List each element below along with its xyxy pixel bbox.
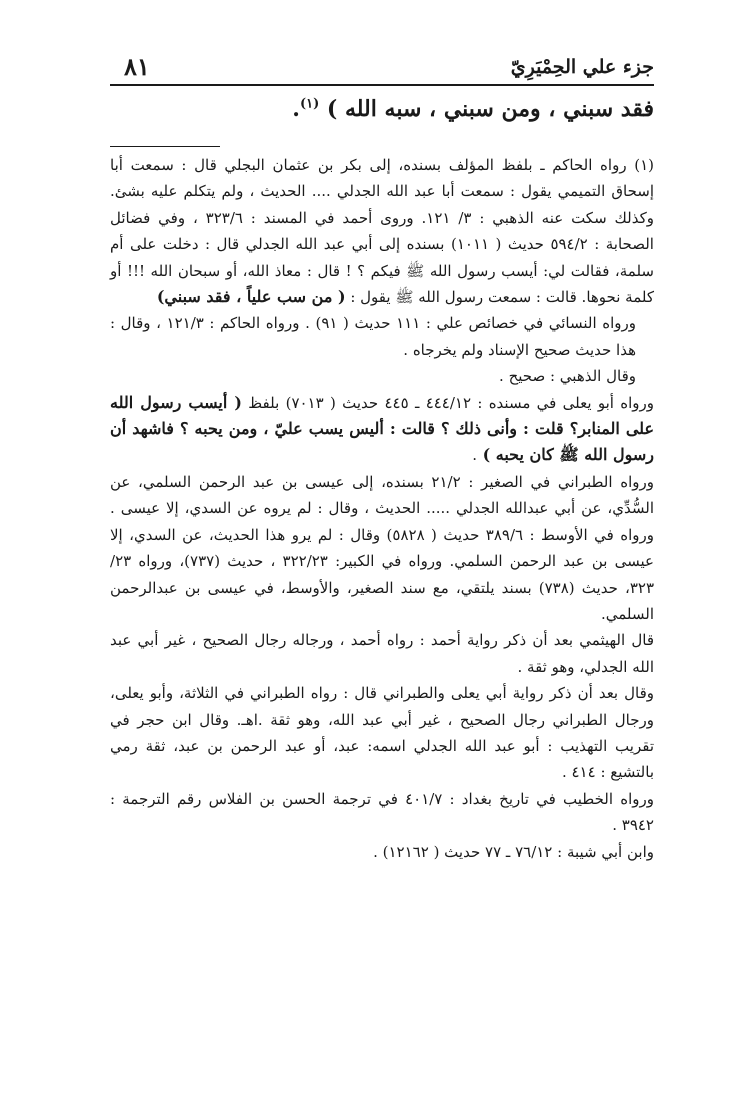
- footnote-paragraph: [110, 152, 654, 310]
- footnote-text: ورواه الطبراني في الصغير : ٢١/٢ بسنده، إلى عيسى بن عبد الرحمن السلمي، عن السُّدِّي، عن أبي عبدالله الجدلي ..... الحديث ، وقال : لم يروه عن السدي، إلا عيسى . ورواه في الأوسط : ٣٨٩/٦ حديث ( ٥٨٢٨) وقال : لم يرو هذا الحديث، عن السدي، إلا عيسى بن عبد الرحمن السلمي. ورواه في الكبير: ٣٢٢/٢٣ ، حديث (٧٣٧)، ورواه ٢٣/ ٣٢٣، حديث (٧٣٨) بسند يلتقي، مع سند الصغير، والأوسط، في عيسى بن عبدالرحمن السلمي.: [110, 472, 654, 623]
- footnote-number: (١): [634, 156, 654, 174]
- footnote-text-end: .: [472, 446, 478, 465]
- footnote-text: ورواه أبو يعلى في مسنده : ٤٤٤/١٢ ـ ٤٤٥ حديث ( ٧٠١٣) بلفظ: [242, 393, 654, 412]
- footnote-text: وقال الذهبي : صحيح .: [499, 367, 636, 386]
- footnote-paragraph: [110, 786, 654, 839]
- footnote-text: ورواه الخطيب في تاريخ بغداد : ٤٠١/٧ في ترجمة الحسن بن الفلاس رقم الترجمة : ٣٩٤٢ .: [110, 789, 654, 835]
- footnote-text: وقال بعد أن ذكر رواية أبي يعلى والطبراني قال : رواه الطبراني في الثلاثة، وأبو يعلى، ورجال الطبراني رجال الصحيح ، غير أبي عبد الله، وهو ثقة .اهـ. وقال ابن حجر في تقريب التهذيب : أبو عبد الله الجدلي اسمه: عبد، أو عبد الرحمن بن عبد، ثقة رمي بالتشيع : ٤١٤ .: [110, 684, 654, 782]
- footnote-paragraph: [110, 310, 654, 363]
- footnote-paragraph: [110, 363, 654, 389]
- footnote-text: قال الهيثمي بعد أن ذكر رواية أحمد : رواه أحمد ، ورجاله رجال الصحيح ، غير أبي عبد الله الجدلي، وهو ثقة .: [110, 631, 654, 676]
- running-header: [110, 50, 654, 86]
- main-text: [110, 96, 654, 122]
- footnotes: [110, 152, 654, 865]
- main-text-body: فقد سبني ، ومن سبني ، سبه الله ): [319, 96, 654, 122]
- footnote-quote: ( من سب علياً ، فقد سبني): [156, 287, 346, 307]
- footnote-text: ورواه النسائي في خصائص علي : ١١١ حديث ( ٩١) . ورواه الحاكم : ١٢١/٣ ، وقال : هذا حديث صحيح الإسناد ولم يخرجاه .: [110, 314, 636, 359]
- footnote-paragraph: [110, 839, 654, 865]
- footnote-divider: [110, 146, 220, 147]
- page-number: ٨١: [124, 52, 150, 81]
- main-text-end: .: [292, 96, 300, 122]
- footnote-paragraph: [110, 627, 654, 680]
- footnote-text: وابن أبي شيبة : ٧٦/١٢ ـ ٧٧ حديث ( ١٢١٦٢) .: [373, 842, 654, 861]
- footnote-paragraph: [110, 469, 654, 627]
- book-title: جزء علي الحِمْيَرِيّ: [510, 56, 654, 78]
- footnote-reference: (١): [299, 96, 320, 112]
- footnote-paragraph: [110, 390, 654, 469]
- footnote-quote: ( أيسب رسول الله على المنابر؟ قلت : وأنى ذلك ؟ قالت : أليس يسب عليّ ، ومن يحبه ؟ فاشهد أن رسول الله ﷺ كان يحبه ): [110, 392, 654, 465]
- footnote-text: رواه الحاكم ـ بلفظ المؤلف بسنده، إلى بكر بن عثمان البجلي قال : سمعت أبا إسحاق التميمي يقول : سمعت أبا عبد الله الجدلي .... الحديث ، ولم يتكلم عليه بشئ. وكذلك سكت عنه الذهبي : ٣/ ١٢١. وروى أحمد في المسند : ٣٢٣/٦ ، وفي فضائل الصحابة : ٥٩٤/٢ حديث ( ١٠١١) بسنده إلى أبي عبد الله الجدلي قال : دخلت على أم سلمة، فقالت لي: أيسب رسول الله ﷺ فيكم ؟ ! قال : معاذ الله، أو سبحان الله !!! أو كلمة نحوها. قالت : سمعت رسول الله ﷺ يقول :: [110, 156, 654, 307]
- footnote-paragraph: [110, 680, 654, 786]
